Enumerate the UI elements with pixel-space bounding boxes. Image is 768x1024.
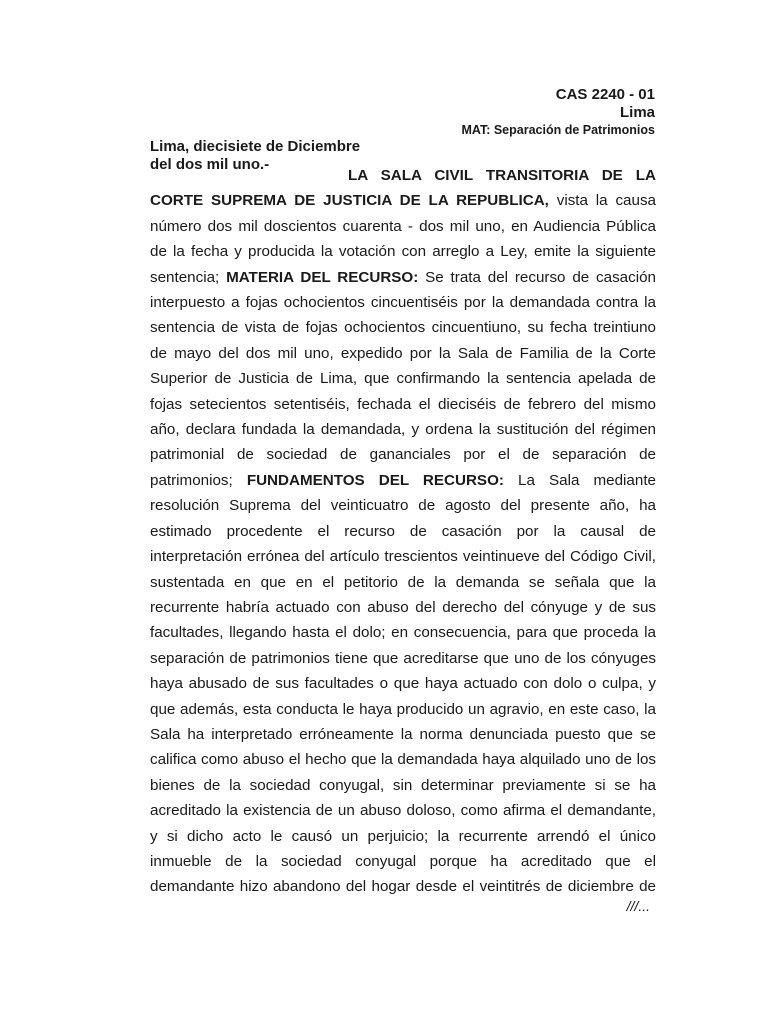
body-line — [150, 697, 656, 722]
sentence-body — [150, 163, 656, 900]
body-line — [150, 366, 656, 391]
body-text-segment: califica como abuso el hecho que la demandada haya alquilado uno de los — [150, 751, 656, 769]
continuation-mark: ///... — [626, 898, 650, 914]
body-line — [150, 214, 656, 239]
body-line — [150, 570, 656, 595]
case-header — [461, 86, 655, 138]
body-line — [150, 620, 656, 645]
bold-text: LA SALA CIVIL TRANSITORIA DE LA — [348, 167, 656, 184]
body-text-segment: haya abusado de sus facultades o que haya actuado con dolo o culpa, y — [150, 675, 656, 693]
case-matter: MAT: Separación de Patrimonios — [461, 123, 655, 137]
body-line — [150, 544, 656, 569]
case-city: Lima — [619, 104, 655, 121]
body-line — [150, 290, 656, 315]
body-text-segment: Sala ha interpretado erróneamente la norma denunciada puesto que se — [150, 725, 656, 743]
body-text-segment: separación de patrimonios tiene que acreditarse que uno de los cónyuges — [150, 649, 656, 667]
body-text-segment: La Sala mediante — [503, 471, 656, 489]
body-line — [150, 595, 656, 620]
body-text-segment: año, declara fundada la demandada, y ordena la sustitución del régimen — [150, 421, 656, 439]
body-text-segment: número dos mil doscientos cuarenta - dos mil uno, en Audiencia Pública — [150, 217, 656, 235]
body-line — [150, 188, 656, 213]
body-text-segment: de mayo del dos mil uno, expedido por la Sala de Familia de la Corte — [150, 344, 656, 362]
body-text-segment: vista la causa — [548, 192, 656, 210]
body-line — [150, 265, 656, 290]
body-text-segment: interpretación errónea del artículo trescientos veintinueve del Código Civil, — [150, 548, 656, 566]
body-text-segment: de la fecha y producida la votación con arreglo a Ley, emite la siguiente — [150, 243, 656, 261]
body-text-segment: fojas setecientos setentiséis, fechada el dieciséis de febrero del mismo — [150, 395, 656, 413]
body-line — [150, 468, 656, 493]
body-text-segment: resolución Suprema del veinticuatro de agosto del presente año, ha — [150, 497, 656, 515]
body-text-segment: inmueble de la sociedad conyugal porque ha acreditado que el — [150, 852, 656, 870]
body-text-segment: sustentada en que en el petitorio de la demanda se señala que la — [150, 573, 656, 591]
case-number: CAS 2240 - 01 — [555, 86, 655, 103]
body-text-segment: bienes de la sociedad conyugal, sin determinar previamente si se ha — [150, 776, 656, 794]
body-text-segment: Se trata del recurso de casación — [418, 268, 656, 286]
bold-text: CORTE SUPREMA DE JUSTICIA DE LA REPUBLICA, — [150, 192, 549, 210]
body-line — [150, 493, 656, 518]
body-text-segment: sentencia de vista de fojas ochocientos cincuentiuno, su fecha treintiuno — [150, 319, 656, 337]
body-text-segment: que además, esta conducta le haya producido un agravio, en este caso, la — [150, 700, 656, 718]
body-line — [150, 417, 656, 442]
body-line — [150, 163, 656, 188]
body-line — [150, 519, 656, 544]
body-line — [150, 646, 656, 671]
body-line — [150, 773, 656, 798]
bold-text: MATERIA DEL RECURSO: — [226, 268, 419, 286]
body-line — [150, 874, 656, 899]
bold-text: FUNDAMENTOS DEL RECURSO: — [246, 471, 504, 489]
body-text-segment: interpuesto a fojas ochocientos cincuentiséis por la demandada contra la — [150, 294, 656, 312]
body-line — [150, 722, 656, 747]
body-line — [150, 315, 656, 340]
body-text-segment: recurrente habría actuado con abuso del derecho del cónyuge y de sus — [150, 598, 656, 616]
body-line — [150, 747, 656, 772]
body-text-segment: patrimonios; — [150, 471, 247, 489]
body-text-segment: facultades, llegando hasta el dolo; en consecuencia, para que proceda la — [150, 624, 656, 642]
body-line — [150, 798, 656, 823]
body-text-segment: sentencia; — [150, 268, 227, 286]
body-line — [150, 392, 656, 417]
body-text-segment: patrimonial de sociedad de gananciales por el de separación de — [150, 446, 656, 464]
body-text-segment: acreditado la existencia de un abuso doloso, como afirma el demandante, — [150, 802, 656, 820]
date-line-1: Lima, diecisiete de Diciembre — [150, 138, 361, 155]
body-text-segment: Superior de Justicia de Lima, que confirmando la sentencia apelada de — [150, 370, 656, 388]
body-line — [150, 824, 656, 849]
body-line — [150, 341, 656, 366]
date-line-2: del dos mil uno.- — [150, 156, 270, 173]
body-line — [150, 442, 656, 467]
body-line — [150, 239, 656, 264]
body-line — [150, 849, 656, 874]
body-text-segment: demandante hizo abandono del hogar desde el veintitrés de diciembre de — [150, 878, 656, 896]
body-line — [150, 671, 656, 696]
body-text-segment: estimado procedente el recurso de casación por la causal de — [150, 522, 656, 540]
body-text-segment: y si dicho acto le causó un perjuicio; la recurrente arrendó el único — [150, 827, 656, 845]
